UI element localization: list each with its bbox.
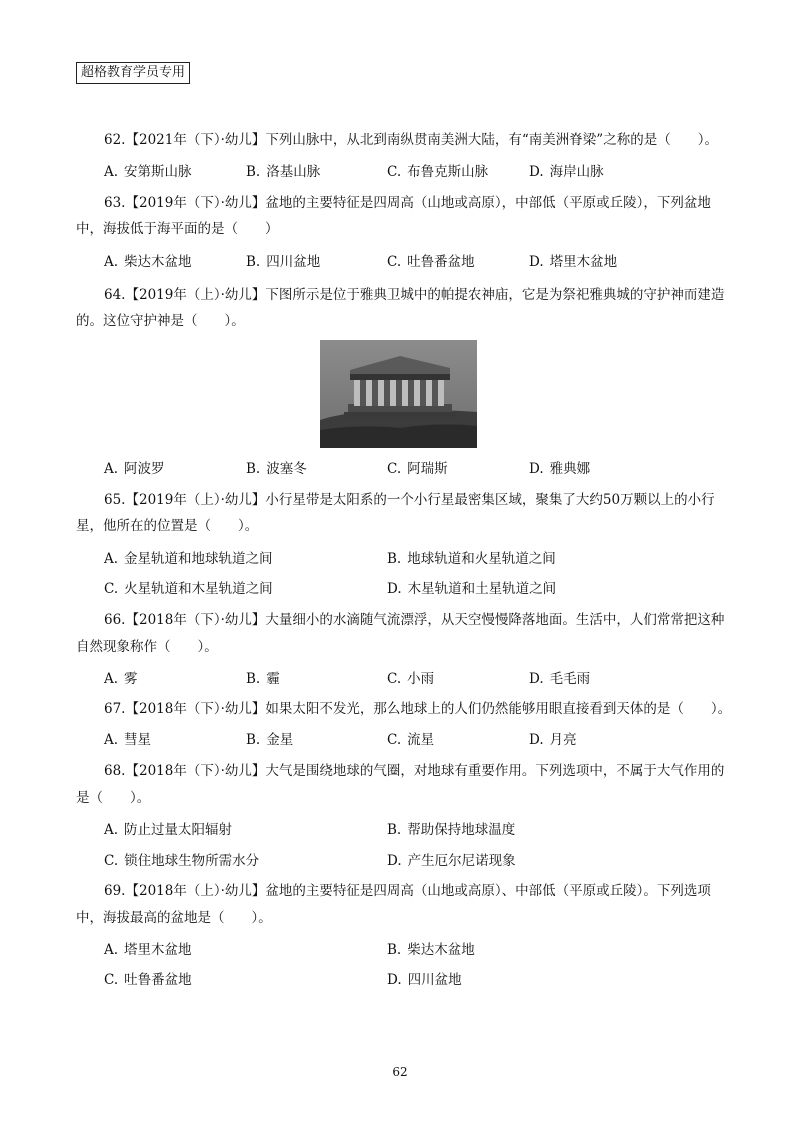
option-a: A. 防止过量太阳辐射 <box>104 822 233 838</box>
option-c: C. 流星 <box>387 732 435 748</box>
question-64-line-2: 的。这位守护神是（ ）。 <box>76 313 245 329</box>
option-d: D. 月亮 <box>529 732 577 748</box>
option-c: C. 火星轨道和木星轨道之间 <box>104 581 273 597</box>
option-a: A. 金星轨道和地球轨道之间 <box>104 551 273 567</box>
option-a: A. 柴达木盆地 <box>104 254 192 270</box>
parthenon-photo <box>320 340 477 448</box>
question-64-line-1 <box>104 285 724 305</box>
question-number: 69. <box>104 883 126 899</box>
question-text: 大量细小的水滴随气流漂浮，从天空慢慢降落地面。生活中，人们常常把这种 <box>265 612 725 628</box>
option-b: B. 霾 <box>246 671 280 687</box>
option-d: D. 产生厄尔尼诺现象 <box>387 853 516 869</box>
question-number: 65. <box>104 492 126 508</box>
question-68-line-2: 是（ ）。 <box>76 790 151 806</box>
question-tag: 【2018年（下）·幼儿】 <box>125 701 266 717</box>
question-tag: 【2021年（下）·幼儿】 <box>125 132 266 148</box>
question-number: 63. <box>104 195 126 211</box>
question-number: 62. <box>104 132 126 148</box>
question-text: 下列山脉中，从北到南纵贯南美洲大陆，有“南美洲脊梁”之称的是（ ）。 <box>265 132 718 148</box>
option-d: D. 塔里木盆地 <box>529 254 618 270</box>
question-65-line-2: 星，他所在的位置是（ ）。 <box>76 518 259 534</box>
option-b: B. 四川盆地 <box>246 254 321 270</box>
question-66-line-2: 自然现象称作（ ）。 <box>76 639 218 655</box>
question-text: 如果太阳不发光，那么地球上的人们仍然能够用眼直接看到天体的是（ ）。 <box>265 701 732 717</box>
question-tag: 【2019年（上）·幼儿】 <box>125 492 266 508</box>
question-tag: 【2019年（下）·幼儿】 <box>125 195 266 211</box>
watermark-label: 超格教育学员专用 <box>76 62 190 84</box>
question-tag: 【2018年（上）·幼儿】 <box>125 883 266 899</box>
option-b: B. 柴达木盆地 <box>387 942 475 958</box>
option-b: B. 帮助保持地球温度 <box>387 822 516 838</box>
option-b: B. 地球轨道和火星轨道之间 <box>387 551 556 567</box>
option-d: D. 雅典娜 <box>529 461 591 477</box>
option-c: C. 吐鲁番盆地 <box>104 972 192 988</box>
question-tag: 【2019年（上）·幼儿】 <box>125 287 266 303</box>
question-number: 66. <box>104 612 126 628</box>
question-69-line-1 <box>104 881 711 901</box>
question-65-line-1 <box>104 490 715 510</box>
option-c: C. 阿瑞斯 <box>387 461 448 477</box>
question-66-line-1 <box>104 610 724 630</box>
question-number: 64. <box>104 287 126 303</box>
question-62-line-1 <box>104 130 718 150</box>
option-a: A. 塔里木盆地 <box>104 942 192 958</box>
option-b: B. 金星 <box>246 732 294 748</box>
question-text: 盆地的主要特征是四周高（山地或高原）、中部低（平原或丘陵）。下列选项 <box>265 883 711 899</box>
option-c: C. 布鲁克斯山脉 <box>387 164 489 180</box>
question-63-line-1 <box>104 193 711 213</box>
option-a: A. 安第斯山脉 <box>104 164 192 180</box>
question-tag: 【2018年（下）·幼儿】 <box>125 612 266 628</box>
question-text: 大气是围绕地球的气圈，对地球有重要作用。下列选项中，不属于大气作用的 <box>265 763 725 779</box>
question-69-line-2: 中，海拔最高的盆地是（ ）。 <box>76 910 272 926</box>
option-a: A. 彗星 <box>104 732 152 748</box>
option-c: C. 吐鲁番盆地 <box>387 254 475 270</box>
option-d: D. 毛毛雨 <box>529 671 591 687</box>
option-c: C. 小雨 <box>387 671 435 687</box>
question-63-line-2: 中，海拔低于海平面的是（ ） <box>76 221 279 237</box>
page-number: 62 <box>392 1065 408 1079</box>
option-a: A. 雾 <box>104 671 138 687</box>
option-b: B. 洛基山脉 <box>246 164 321 180</box>
option-c: C. 锁住地球生物所需水分 <box>104 853 260 869</box>
question-67-line-1 <box>104 699 731 719</box>
option-a: A. 阿波罗 <box>104 461 165 477</box>
question-text: 小行星带是太阳系的一个小行星最密集区域，聚集了大约50万颗以上的小行 <box>265 492 715 508</box>
question-number: 67. <box>104 701 126 717</box>
question-text: 下图所示是位于雅典卫城中的帕提农神庙，它是为祭祀雅典城的守护神而建造 <box>265 287 725 303</box>
question-68-line-1 <box>104 761 724 781</box>
question-text: 盆地的主要特征是四周高（山地或高原），中部低（平原或丘陵），下列盆地 <box>265 195 711 211</box>
option-d: D. 海岸山脉 <box>529 164 604 180</box>
option-b: B. 波塞冬 <box>246 461 307 477</box>
question-tag: 【2018年（下）·幼儿】 <box>125 763 266 779</box>
option-d: D. 四川盆地 <box>387 972 462 988</box>
question-number: 68. <box>104 763 126 779</box>
option-d: D. 木星轨道和土星轨道之间 <box>387 581 557 597</box>
